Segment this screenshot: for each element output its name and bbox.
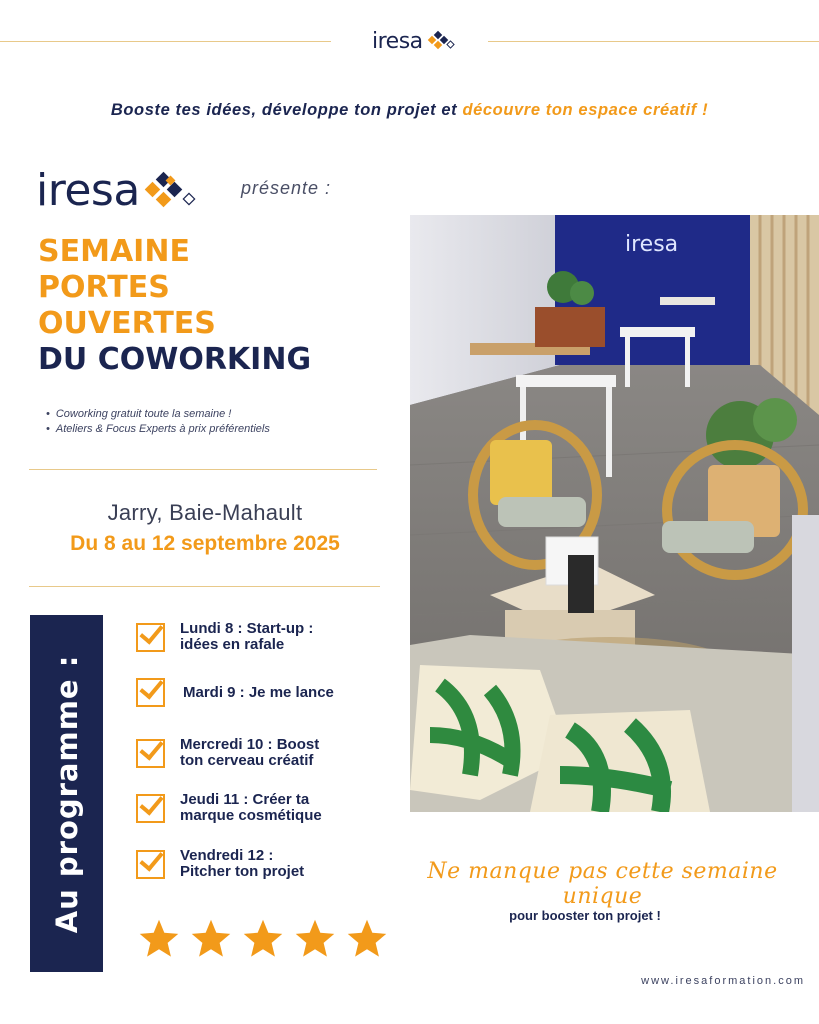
program-item-text: Lundi 8 : Start-up : idées en rafale [180,620,314,653]
divider-below-dates [29,586,380,587]
iresa-logo-mark [141,168,203,212]
rating-stars [137,917,389,961]
event-location: Jarry, Baie-Mahault [107,500,303,525]
program-item-text: Vendredi 12 : Pitcher ton projet [180,847,305,880]
main-logo [36,164,203,216]
program-item-wednesday [136,737,370,769]
cta-script-text: Ne manque pas cette semaine unique [427,859,778,909]
tagline [0,101,819,120]
program-item-text: Jeudi 11 : Créer ta marque cosmétique [180,791,322,824]
checkbox-check-icon [136,794,165,823]
checkbox-check-icon [136,850,165,879]
website-url[interactable]: www.iresaformation.com [641,975,805,987]
star-icon [293,917,337,961]
event-dates: Du 8 au 12 septembre 2025 [70,532,340,555]
top-left-divider [0,41,331,42]
title-line-4: DU COWORKING [38,342,312,377]
benefits-list [46,407,270,437]
checkbox-check-icon [136,739,165,768]
program-item-thursday [136,792,370,824]
coworking-photo-illustration [410,215,819,812]
title-line-2: PORTES [38,270,170,305]
program-banner [30,615,103,972]
title-line-3: OUVERTES [38,306,216,341]
checkbox-check-icon [136,678,165,707]
star-icon [137,917,181,961]
coworking-photo [410,215,819,812]
main-logo-text: iresa [36,164,140,216]
iresa-logo-mark [424,29,458,53]
star-icon [345,917,389,961]
cta-subtext: pour booster ton projet ! [509,908,661,923]
list-item: • Ateliers & Focus Experts à prix préférentiels [46,422,270,437]
event-title [38,234,311,378]
program-item-monday [136,621,370,653]
program-item-friday [136,848,370,880]
program-item-tuesday [136,678,373,707]
list-item: • Coworking gratuit toute la semaine ! [46,407,270,422]
title-line-1: SEMAINE [38,234,190,269]
program-banner-label: Au programme : [49,654,84,933]
presente-label: présente : [241,178,332,198]
divider-above-location [29,469,377,470]
program-item-text: Mardi 9 : Je me lance [183,683,334,701]
tagline-part2: découvre ton espace créatif ! [462,101,709,119]
checkbox-check-icon [136,623,165,652]
top-logo-text: iresa [372,28,423,54]
wall-sign-text: iresa [625,232,679,257]
top-right-divider [488,41,819,42]
program-item-text: Mercredi 10 : Boost ton cerveau créatif [180,736,320,769]
tagline-part1: Booste tes idées, développe ton projet et [110,101,463,119]
star-icon [189,917,233,961]
star-icon [241,917,285,961]
top-logo [372,27,458,55]
